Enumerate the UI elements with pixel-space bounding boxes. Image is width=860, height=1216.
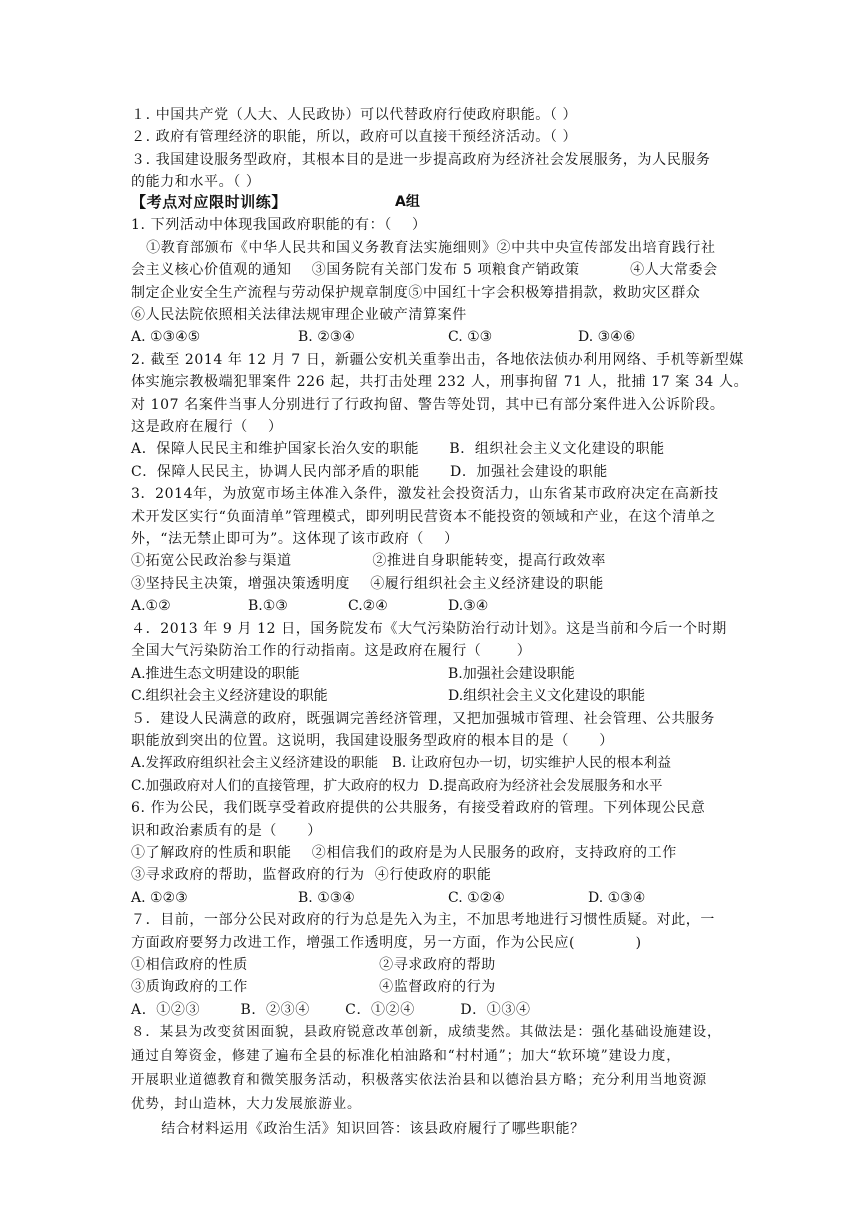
q6-option-d: D. ①③④	[588, 890, 646, 906]
q8-line: ８．某县为改变贫困面貌，县政府锐意改革创新，成绩斐然。其做法是：强化基础设施建设，	[131, 1024, 722, 1040]
q6-choice-line: ③寻求政府的帮助，监督政府的行为 ④行使政府的职能	[131, 867, 492, 883]
q2-options-ab: A．保障人民民主和维护国家长治久安的职能 B．组织社会主义文化建设的职能	[131, 441, 665, 457]
q1-option-d: D. ③④⑥	[578, 329, 636, 345]
q7-choice-line: ①相信政府的性质 ②寻求政府的帮助	[131, 957, 496, 973]
q6-line: 识和政治素质有的是（ ）	[131, 823, 322, 839]
q3-option-a: A.①②	[131, 598, 171, 614]
q1-line: ①教育部颁布《中华人民共和国义务教育法实施细则》②中共中央宣传部发出培育践行社	[131, 240, 716, 256]
q2-line: 对 107 名案件当事人分别进行了行政拘留、警告等处罚，其中已有部分案件进入公诉阶段。	[131, 397, 725, 413]
q1-stem: 1. 下列活动中体现我国政府职能的有：（ ）	[131, 217, 427, 233]
judgement-3-cont: 的能力和水平。（ ）	[131, 174, 261, 190]
judgement-2: ２. 政府有管理经济的职能，所以，政府可以直接干预经济活动。（ ）	[131, 129, 578, 145]
group-label: A组	[395, 194, 420, 210]
q8-question: 结合材料运用《政治生活》知识回答：该县政府履行了哪些职能？	[131, 1121, 585, 1137]
q1-line: 会主义核心价值观的通知 ③国务院有关部门发布 5 项粮食产销政策 ④人大常委会	[131, 262, 718, 278]
q4-option-c: C.组织社会主义经济建设的职能	[131, 688, 328, 704]
q2-line: 这是政府在履行（ ）	[131, 419, 283, 435]
q4-option-b: B.加强社会建设职能	[448, 666, 575, 682]
q7-line: 方面政府要努力改进工作，增强工作透明度，另一方面，作为公民应( )	[131, 935, 642, 951]
q8-line: 优势，封山造林，大力发展旅游业。	[131, 1096, 362, 1112]
q6-line: 6. 作为公民，我们既享受着政府提供的公共服务，有接受着政府的管理。下列体现公民意	[131, 800, 706, 816]
q3-option-c: C.②④	[348, 598, 388, 614]
q5-options-cd: C.加强政府对人们的直接管理，扩大政府的权力 D.提高政府为经济社会发展服务和水平	[131, 778, 663, 794]
q5-line: ５．建设人民满意的政府，既强调完善经济管理，又把加强城市管理、社会管理、公共服务	[131, 711, 715, 727]
q2-line: 体实施宗教极端犯罪案件 226 起，共打击处理 232 人，刑事拘留 71 人，批捕 17 案 34 人。	[131, 374, 749, 390]
judgement-3: ３. 我国建设服务型政府，其根本目的是进一步提高政府为经济社会发展服务，为人民服务	[131, 152, 711, 168]
q7-choice-line: ③质询政府的工作 ④监督政府的行为	[131, 979, 496, 995]
q6-option-a: A. ①②③	[131, 890, 188, 906]
q2-options-cd: C．保障人民民主，协调人民内部矛盾的职能 D．加强社会建设的职能	[131, 464, 608, 480]
q7-line: ７．目前，一部分公民对政府的行为总是先入为主，不加思考地进行习惯性质疑。对此，一	[131, 912, 715, 928]
q1-option-a: A. ①③④⑤	[131, 329, 201, 345]
q1-line: 制定企业安全生产流程与劳动保护规章制度⑤中国红十字会积极筹措捐款，救助灾区群众	[131, 285, 701, 301]
q3-choice-line: ①拓宽公民政治参与渠道 ②推进自身职能转变，提高行政效率	[131, 553, 607, 569]
q1-line: ⑥人民法院依照相关法律法规审理企业破产清算案件	[131, 307, 467, 323]
q8-line: 开展职业道德教育和微笑服务活动，积极落实依法治县和以德治县方略；充分利用当地资源	[131, 1072, 707, 1088]
q1-option-b: B. ②③④	[298, 329, 355, 345]
q3-line: 外，“法无禁止即可为”。这体现了该市政府（ ）	[131, 531, 459, 547]
q4-option-a: A.推进生态文明建设的职能	[131, 666, 300, 682]
q6-option-c: C. ①②④	[448, 890, 505, 906]
q4-line: ４．2013 年 9 月 12 日，国务院发布《大气污染防治行动计划》。这是当前和今后一个时期	[131, 621, 727, 637]
q8-line: 通过自筹资金，修建了遍布全县的标准化柏油路和“村村通”；加大“软环境”建设力度，	[131, 1048, 681, 1064]
q3-option-b: B.①③	[248, 598, 288, 614]
q2-line: 2. 截至 2014 年 12 月 7 日，新疆公安机关重拳出击，各地依法侦办利用网络、手机等新型媒	[131, 352, 744, 368]
judgement-1: １. 中国共产党（人大、人民政协）可以代替政府行使政府职能。（ ）	[131, 107, 578, 123]
q3-choice-line: ③坚持民主决策，增强决策透明度 ④履行组织社会主义经济建设的职能	[131, 576, 604, 592]
q6-option-b: B. ①③④	[298, 890, 355, 906]
section-title: 【考点对应限时训练】	[131, 193, 288, 211]
q5-options-ab: A.发挥政府组织社会主义经济建设的职能 B. 让政府包办一切，切实维护人民的根本利益	[131, 755, 672, 771]
q4-option-d: D.组织社会主义文化建设的职能	[448, 688, 646, 704]
q6-choice-line: ①了解政府的性质和职能 ②相信我们的政府是为人民服务的政府，支持政府的工作	[131, 845, 677, 861]
q5-line: 职能放到突出的位置。这说明，我国建设服务型政府的根本目的是（ ）	[131, 733, 614, 749]
q3-line: 3．2014年，为放宽市场主体准入条件，激发社会投资活力，山东省某市政府决定在高新技	[131, 486, 719, 502]
q3-line: 术开发区实行“负面清单”管理模式，即列明民营资本不能投资的领域和产业，在这个清单之	[131, 509, 716, 525]
q3-option-d: D.③④	[448, 598, 489, 614]
q4-line: 全国大气污染防治工作的行动指南。这是政府在履行（ ）	[131, 643, 532, 659]
q7-options: A．①②③ B．②③④ C．①②④ D．①③④	[131, 1002, 531, 1018]
q1-option-c: C. ①③	[448, 329, 493, 345]
